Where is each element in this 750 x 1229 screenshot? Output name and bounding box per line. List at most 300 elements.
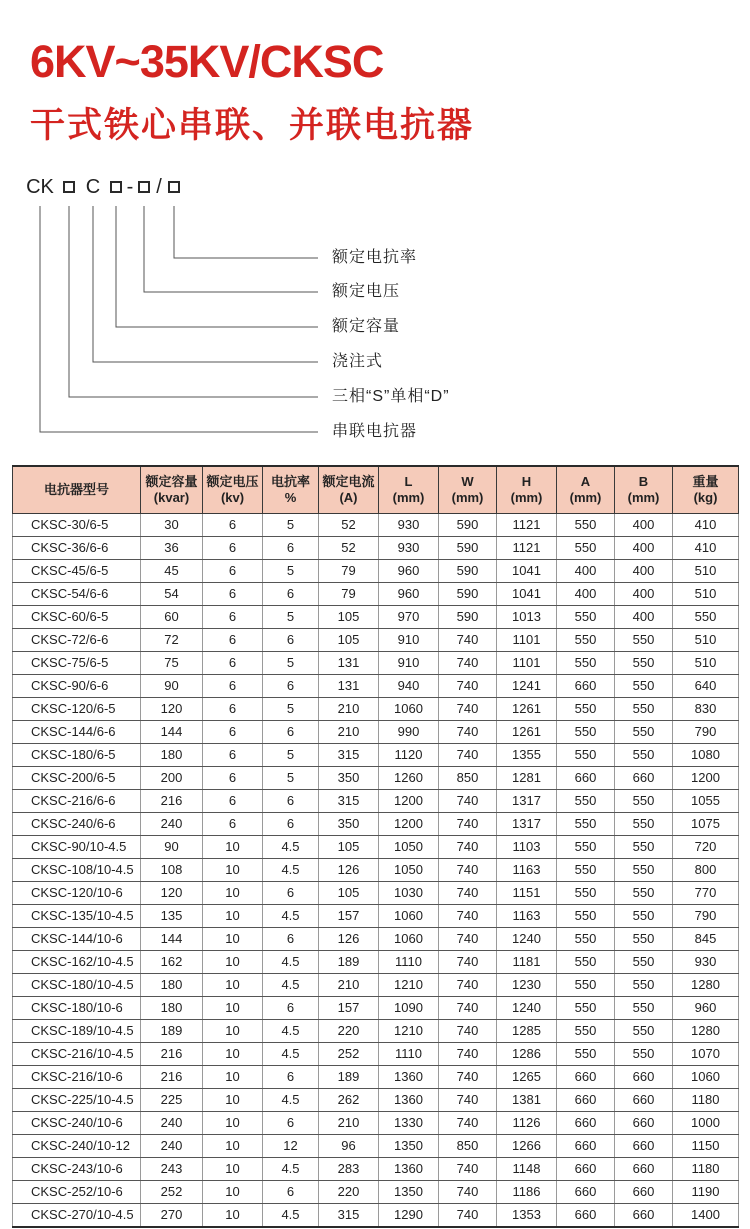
value-cell: 740 bbox=[439, 859, 497, 882]
value-cell: 10 bbox=[203, 859, 263, 882]
value-cell: 550 bbox=[557, 905, 615, 928]
value-cell: 6 bbox=[203, 790, 263, 813]
value-cell: 10 bbox=[203, 997, 263, 1020]
value-cell: 550 bbox=[557, 721, 615, 744]
value-cell: 5 bbox=[263, 767, 319, 790]
value-cell: 315 bbox=[319, 790, 379, 813]
value-cell: 910 bbox=[379, 652, 439, 675]
value-cell: 1360 bbox=[379, 1066, 439, 1089]
value-cell: 850 bbox=[439, 767, 497, 790]
value-cell: 510 bbox=[673, 629, 739, 652]
value-cell: 550 bbox=[615, 744, 673, 767]
value-cell: 4.5 bbox=[263, 1158, 319, 1181]
value-cell: 850 bbox=[439, 1135, 497, 1158]
placeholder-box-icon bbox=[138, 181, 150, 193]
value-cell: 189 bbox=[319, 951, 379, 974]
value-cell: 550 bbox=[557, 951, 615, 974]
table-header bbox=[13, 466, 739, 514]
value-cell: 660 bbox=[615, 1204, 673, 1228]
value-cell: 660 bbox=[615, 1181, 673, 1204]
value-cell: 550 bbox=[557, 698, 615, 721]
value-cell: 960 bbox=[673, 997, 739, 1020]
model-cell: CKSC-30/6-5 bbox=[13, 514, 141, 537]
value-cell: 252 bbox=[141, 1181, 203, 1204]
value-cell: 10 bbox=[203, 1204, 263, 1228]
value-cell: 660 bbox=[615, 1135, 673, 1158]
value-cell: 1241 bbox=[497, 675, 557, 698]
table-header-cell: 额定容量 (kvar) bbox=[141, 466, 203, 514]
model-cell: CKSC-60/6-5 bbox=[13, 606, 141, 629]
value-cell: 590 bbox=[439, 583, 497, 606]
value-cell: 1200 bbox=[379, 790, 439, 813]
value-cell: 660 bbox=[615, 1089, 673, 1112]
value-cell: 6 bbox=[203, 537, 263, 560]
value-cell: 54 bbox=[141, 583, 203, 606]
value-cell: 740 bbox=[439, 1112, 497, 1135]
value-cell: 1210 bbox=[379, 974, 439, 997]
model-diagram bbox=[0, 172, 750, 464]
value-cell: 400 bbox=[615, 560, 673, 583]
table-row bbox=[13, 1066, 739, 1089]
value-cell: 6 bbox=[263, 790, 319, 813]
value-cell: 740 bbox=[439, 905, 497, 928]
table-header-cell: 额定电流 (A) bbox=[319, 466, 379, 514]
value-cell: 400 bbox=[615, 583, 673, 606]
model-cell: CKSC-135/10-4.5 bbox=[13, 905, 141, 928]
value-cell: 1120 bbox=[379, 744, 439, 767]
value-cell: 6 bbox=[263, 583, 319, 606]
value-cell: 90 bbox=[141, 836, 203, 859]
value-cell: 240 bbox=[141, 1135, 203, 1158]
value-cell: 126 bbox=[319, 859, 379, 882]
table-row bbox=[13, 951, 739, 974]
value-cell: 550 bbox=[615, 629, 673, 652]
value-cell: 410 bbox=[673, 537, 739, 560]
value-cell: 180 bbox=[141, 744, 203, 767]
value-cell: 1126 bbox=[497, 1112, 557, 1135]
value-cell: 1110 bbox=[379, 951, 439, 974]
value-cell: 4.5 bbox=[263, 905, 319, 928]
model-cell: CKSC-200/6-5 bbox=[13, 767, 141, 790]
value-cell: 1240 bbox=[497, 997, 557, 1020]
model-cell: CKSC-240/10-6 bbox=[13, 1112, 141, 1135]
value-cell: 1317 bbox=[497, 790, 557, 813]
table-row bbox=[13, 859, 739, 882]
value-cell: 1103 bbox=[497, 836, 557, 859]
value-cell: 30 bbox=[141, 514, 203, 537]
value-cell: 189 bbox=[141, 1020, 203, 1043]
value-cell: 590 bbox=[439, 537, 497, 560]
value-cell: 210 bbox=[319, 698, 379, 721]
value-cell: 210 bbox=[319, 1112, 379, 1135]
table-row bbox=[13, 698, 739, 721]
value-cell: 1060 bbox=[379, 698, 439, 721]
value-cell: 740 bbox=[439, 1043, 497, 1066]
model-cell: CKSC-216/6-6 bbox=[13, 790, 141, 813]
value-cell: 10 bbox=[203, 1158, 263, 1181]
value-cell: 590 bbox=[439, 606, 497, 629]
model-cell: CKSC-180/10-6 bbox=[13, 997, 141, 1020]
model-label: 额定电压 bbox=[332, 283, 401, 300]
model-cell: CKSC-108/10-4.5 bbox=[13, 859, 141, 882]
value-cell: 550 bbox=[557, 836, 615, 859]
value-cell: 1280 bbox=[673, 974, 739, 997]
table-row bbox=[13, 1043, 739, 1066]
table-row bbox=[13, 606, 739, 629]
value-cell: 960 bbox=[379, 583, 439, 606]
placeholder-box-icon bbox=[110, 181, 122, 193]
model-cell: CKSC-162/10-4.5 bbox=[13, 951, 141, 974]
value-cell: 180 bbox=[141, 997, 203, 1020]
model-cell: CKSC-189/10-4.5 bbox=[13, 1020, 141, 1043]
model-cell: CKSC-144/10-6 bbox=[13, 928, 141, 951]
value-cell: 550 bbox=[615, 974, 673, 997]
value-cell: 550 bbox=[557, 1020, 615, 1043]
value-cell: 1210 bbox=[379, 1020, 439, 1043]
table-row bbox=[13, 652, 739, 675]
value-cell: 660 bbox=[615, 1158, 673, 1181]
value-cell: 740 bbox=[439, 744, 497, 767]
value-cell: 1000 bbox=[673, 1112, 739, 1135]
table-row bbox=[13, 905, 739, 928]
table-header-cell: B (mm) bbox=[615, 466, 673, 514]
value-cell: 10 bbox=[203, 1043, 263, 1066]
model-cell: CKSC-180/10-4.5 bbox=[13, 974, 141, 997]
model-label: 三相“S”单相“D” bbox=[332, 388, 450, 405]
value-cell: 131 bbox=[319, 675, 379, 698]
table-row bbox=[13, 675, 739, 698]
value-cell: 1400 bbox=[673, 1204, 739, 1228]
value-cell: 550 bbox=[615, 652, 673, 675]
table-row bbox=[13, 1181, 739, 1204]
value-cell: 970 bbox=[379, 606, 439, 629]
value-cell: 10 bbox=[203, 951, 263, 974]
value-cell: 550 bbox=[557, 997, 615, 1020]
value-cell: 6 bbox=[263, 928, 319, 951]
value-cell: 940 bbox=[379, 675, 439, 698]
value-cell: 550 bbox=[615, 928, 673, 951]
value-cell: 6 bbox=[263, 1112, 319, 1135]
value-cell: 790 bbox=[673, 905, 739, 928]
value-cell: 1013 bbox=[497, 606, 557, 629]
value-cell: 740 bbox=[439, 951, 497, 974]
value-cell: 400 bbox=[615, 537, 673, 560]
value-cell: 240 bbox=[141, 813, 203, 836]
value-cell: 990 bbox=[379, 721, 439, 744]
table-row bbox=[13, 790, 739, 813]
value-cell: 740 bbox=[439, 882, 497, 905]
spec-table bbox=[12, 465, 739, 1228]
value-cell: 1350 bbox=[379, 1181, 439, 1204]
value-cell: 6 bbox=[203, 767, 263, 790]
value-cell: 243 bbox=[141, 1158, 203, 1181]
value-cell: 216 bbox=[141, 1043, 203, 1066]
value-cell: 550 bbox=[557, 790, 615, 813]
model-cell: CKSC-54/6-6 bbox=[13, 583, 141, 606]
value-cell: 12 bbox=[263, 1135, 319, 1158]
value-cell: 1060 bbox=[379, 905, 439, 928]
table-header-cell: A (mm) bbox=[557, 466, 615, 514]
table-row bbox=[13, 721, 739, 744]
value-cell: 590 bbox=[439, 560, 497, 583]
model-cell: CKSC-216/10-4.5 bbox=[13, 1043, 141, 1066]
value-cell: 550 bbox=[615, 997, 673, 1020]
value-cell: 4.5 bbox=[263, 1089, 319, 1112]
value-cell: 6 bbox=[203, 698, 263, 721]
value-cell: 180 bbox=[141, 974, 203, 997]
table-row bbox=[13, 1020, 739, 1043]
value-cell: 105 bbox=[319, 606, 379, 629]
header-row bbox=[13, 466, 739, 514]
value-cell: 1041 bbox=[497, 560, 557, 583]
value-cell: 1163 bbox=[497, 905, 557, 928]
value-cell: 660 bbox=[557, 1135, 615, 1158]
value-cell: 4.5 bbox=[263, 859, 319, 882]
value-cell: 79 bbox=[319, 560, 379, 583]
value-cell: 740 bbox=[439, 1158, 497, 1181]
value-cell: 1080 bbox=[673, 744, 739, 767]
value-cell: 660 bbox=[557, 1066, 615, 1089]
table-header-cell: 电抗器型号 bbox=[13, 466, 141, 514]
value-cell: 1200 bbox=[673, 767, 739, 790]
value-cell: 640 bbox=[673, 675, 739, 698]
table-row bbox=[13, 813, 739, 836]
table-row bbox=[13, 744, 739, 767]
value-cell: 1050 bbox=[379, 836, 439, 859]
value-cell: 96 bbox=[319, 1135, 379, 1158]
model-cell: CKSC-120/6-5 bbox=[13, 698, 141, 721]
value-cell: 1121 bbox=[497, 514, 557, 537]
value-cell: 550 bbox=[557, 537, 615, 560]
value-cell: 157 bbox=[319, 905, 379, 928]
value-cell: 126 bbox=[319, 928, 379, 951]
value-cell: 10 bbox=[203, 1181, 263, 1204]
value-cell: 660 bbox=[557, 1204, 615, 1228]
value-cell: 315 bbox=[319, 1204, 379, 1228]
value-cell: 6 bbox=[263, 1066, 319, 1089]
value-cell: 740 bbox=[439, 675, 497, 698]
model-label: 额定电抗率 bbox=[332, 249, 418, 266]
value-cell: 6 bbox=[263, 997, 319, 1020]
table-header-cell: L (mm) bbox=[379, 466, 439, 514]
value-cell: 550 bbox=[557, 629, 615, 652]
value-cell: 6 bbox=[203, 560, 263, 583]
table-row bbox=[13, 1135, 739, 1158]
table-row bbox=[13, 514, 739, 537]
value-cell: 6 bbox=[203, 606, 263, 629]
value-cell: 510 bbox=[673, 560, 739, 583]
value-cell: 36 bbox=[141, 537, 203, 560]
value-cell: 550 bbox=[615, 859, 673, 882]
value-cell: 1041 bbox=[497, 583, 557, 606]
value-cell: 45 bbox=[141, 560, 203, 583]
value-cell: 10 bbox=[203, 1135, 263, 1158]
table-row bbox=[13, 1204, 739, 1228]
value-cell: 60 bbox=[141, 606, 203, 629]
value-cell: 216 bbox=[141, 1066, 203, 1089]
value-cell: 1163 bbox=[497, 859, 557, 882]
value-cell: 6 bbox=[263, 1181, 319, 1204]
value-cell: 550 bbox=[557, 514, 615, 537]
value-cell: 550 bbox=[615, 790, 673, 813]
value-cell: 350 bbox=[319, 813, 379, 836]
value-cell: 5 bbox=[263, 606, 319, 629]
value-cell: 6 bbox=[203, 652, 263, 675]
value-cell: 740 bbox=[439, 629, 497, 652]
value-cell: 740 bbox=[439, 1204, 497, 1228]
value-cell: 740 bbox=[439, 652, 497, 675]
value-cell: 550 bbox=[615, 951, 673, 974]
value-cell: 10 bbox=[203, 905, 263, 928]
value-cell: 6 bbox=[203, 629, 263, 652]
value-cell: 740 bbox=[439, 721, 497, 744]
value-cell: 960 bbox=[379, 560, 439, 583]
value-cell: 1090 bbox=[379, 997, 439, 1020]
value-cell: 6 bbox=[203, 813, 263, 836]
value-cell: 90 bbox=[141, 675, 203, 698]
value-cell: 660 bbox=[557, 1112, 615, 1135]
value-cell: 1181 bbox=[497, 951, 557, 974]
value-cell: 4.5 bbox=[263, 1204, 319, 1228]
value-cell: 740 bbox=[439, 1089, 497, 1112]
model-code-text: C bbox=[85, 176, 101, 198]
value-cell: 10 bbox=[203, 882, 263, 905]
value-cell: 1265 bbox=[497, 1066, 557, 1089]
table-row bbox=[13, 997, 739, 1020]
value-cell: 1360 bbox=[379, 1158, 439, 1181]
value-cell: 930 bbox=[379, 537, 439, 560]
value-cell: 270 bbox=[141, 1204, 203, 1228]
value-cell: 10 bbox=[203, 928, 263, 951]
model-label: 浇注式 bbox=[332, 353, 384, 370]
value-cell: 5 bbox=[263, 652, 319, 675]
value-cell: 550 bbox=[615, 905, 673, 928]
value-cell: 5 bbox=[263, 744, 319, 767]
value-cell: 930 bbox=[379, 514, 439, 537]
table-body bbox=[13, 514, 739, 1228]
value-cell: 740 bbox=[439, 997, 497, 1020]
value-cell: 75 bbox=[141, 652, 203, 675]
value-cell: 550 bbox=[557, 882, 615, 905]
model-cell: CKSC-243/10-6 bbox=[13, 1158, 141, 1181]
value-cell: 400 bbox=[615, 514, 673, 537]
value-cell: 550 bbox=[615, 813, 673, 836]
value-cell: 6 bbox=[263, 721, 319, 744]
table-header-cell: H (mm) bbox=[497, 466, 557, 514]
model-code-text: - bbox=[126, 176, 134, 198]
value-cell: 5 bbox=[263, 514, 319, 537]
value-cell: 790 bbox=[673, 721, 739, 744]
value-cell: 740 bbox=[439, 928, 497, 951]
model-cell: CKSC-252/10-6 bbox=[13, 1181, 141, 1204]
value-cell: 740 bbox=[439, 698, 497, 721]
value-cell: 550 bbox=[615, 675, 673, 698]
value-cell: 1230 bbox=[497, 974, 557, 997]
value-cell: 1285 bbox=[497, 1020, 557, 1043]
value-cell: 162 bbox=[141, 951, 203, 974]
table-header-cell: 额定电压 (kv) bbox=[203, 466, 263, 514]
value-cell: 6 bbox=[263, 537, 319, 560]
value-cell: 4.5 bbox=[263, 1043, 319, 1066]
value-cell: 1355 bbox=[497, 744, 557, 767]
table-header-cell: 重量 (kg) bbox=[673, 466, 739, 514]
model-cell: CKSC-36/6-6 bbox=[13, 537, 141, 560]
value-cell: 400 bbox=[557, 583, 615, 606]
table-row bbox=[13, 836, 739, 859]
placeholder-box-icon bbox=[168, 181, 180, 193]
value-cell: 1240 bbox=[497, 928, 557, 951]
value-cell: 105 bbox=[319, 882, 379, 905]
value-cell: 660 bbox=[557, 675, 615, 698]
value-cell: 10 bbox=[203, 974, 263, 997]
value-cell: 550 bbox=[615, 836, 673, 859]
value-cell: 550 bbox=[557, 859, 615, 882]
value-cell: 1075 bbox=[673, 813, 739, 836]
model-code-text: / bbox=[156, 176, 162, 198]
model-cell: CKSC-45/6-5 bbox=[13, 560, 141, 583]
value-cell: 550 bbox=[557, 606, 615, 629]
value-cell: 410 bbox=[673, 514, 739, 537]
table-row bbox=[13, 1089, 739, 1112]
value-cell: 1330 bbox=[379, 1112, 439, 1135]
value-cell: 283 bbox=[319, 1158, 379, 1181]
table-row bbox=[13, 537, 739, 560]
value-cell: 4.5 bbox=[263, 1020, 319, 1043]
value-cell: 1180 bbox=[673, 1089, 739, 1112]
value-cell: 550 bbox=[615, 721, 673, 744]
value-cell: 1050 bbox=[379, 859, 439, 882]
value-cell: 1360 bbox=[379, 1089, 439, 1112]
value-cell: 315 bbox=[319, 744, 379, 767]
value-cell: 216 bbox=[141, 790, 203, 813]
value-cell: 550 bbox=[557, 1043, 615, 1066]
value-cell: 4.5 bbox=[263, 836, 319, 859]
value-cell: 6 bbox=[203, 721, 263, 744]
value-cell: 108 bbox=[141, 859, 203, 882]
value-cell: 1101 bbox=[497, 652, 557, 675]
value-cell: 5 bbox=[263, 560, 319, 583]
model-code-text: CK bbox=[26, 176, 54, 198]
value-cell: 1148 bbox=[497, 1158, 557, 1181]
value-cell: 6 bbox=[263, 629, 319, 652]
value-cell: 910 bbox=[379, 629, 439, 652]
model-cell: CKSC-120/10-6 bbox=[13, 882, 141, 905]
value-cell: 6 bbox=[203, 675, 263, 698]
value-cell: 1286 bbox=[497, 1043, 557, 1066]
value-cell: 1281 bbox=[497, 767, 557, 790]
value-cell: 550 bbox=[557, 744, 615, 767]
model-cell: CKSC-225/10-4.5 bbox=[13, 1089, 141, 1112]
value-cell: 225 bbox=[141, 1089, 203, 1112]
value-cell: 800 bbox=[673, 859, 739, 882]
value-cell: 1261 bbox=[497, 721, 557, 744]
value-cell: 240 bbox=[141, 1112, 203, 1135]
table-row bbox=[13, 928, 739, 951]
value-cell: 660 bbox=[615, 1112, 673, 1135]
value-cell: 1060 bbox=[379, 928, 439, 951]
value-cell: 1200 bbox=[379, 813, 439, 836]
value-cell: 1101 bbox=[497, 629, 557, 652]
value-cell: 590 bbox=[439, 514, 497, 537]
value-cell: 120 bbox=[141, 698, 203, 721]
value-cell: 10 bbox=[203, 1066, 263, 1089]
page-subtitle: 干式铁心串联、并联电抗器 bbox=[30, 106, 475, 145]
value-cell: 740 bbox=[439, 1066, 497, 1089]
value-cell: 220 bbox=[319, 1181, 379, 1204]
value-cell: 550 bbox=[557, 652, 615, 675]
value-cell: 72 bbox=[141, 629, 203, 652]
value-cell: 6 bbox=[263, 813, 319, 836]
